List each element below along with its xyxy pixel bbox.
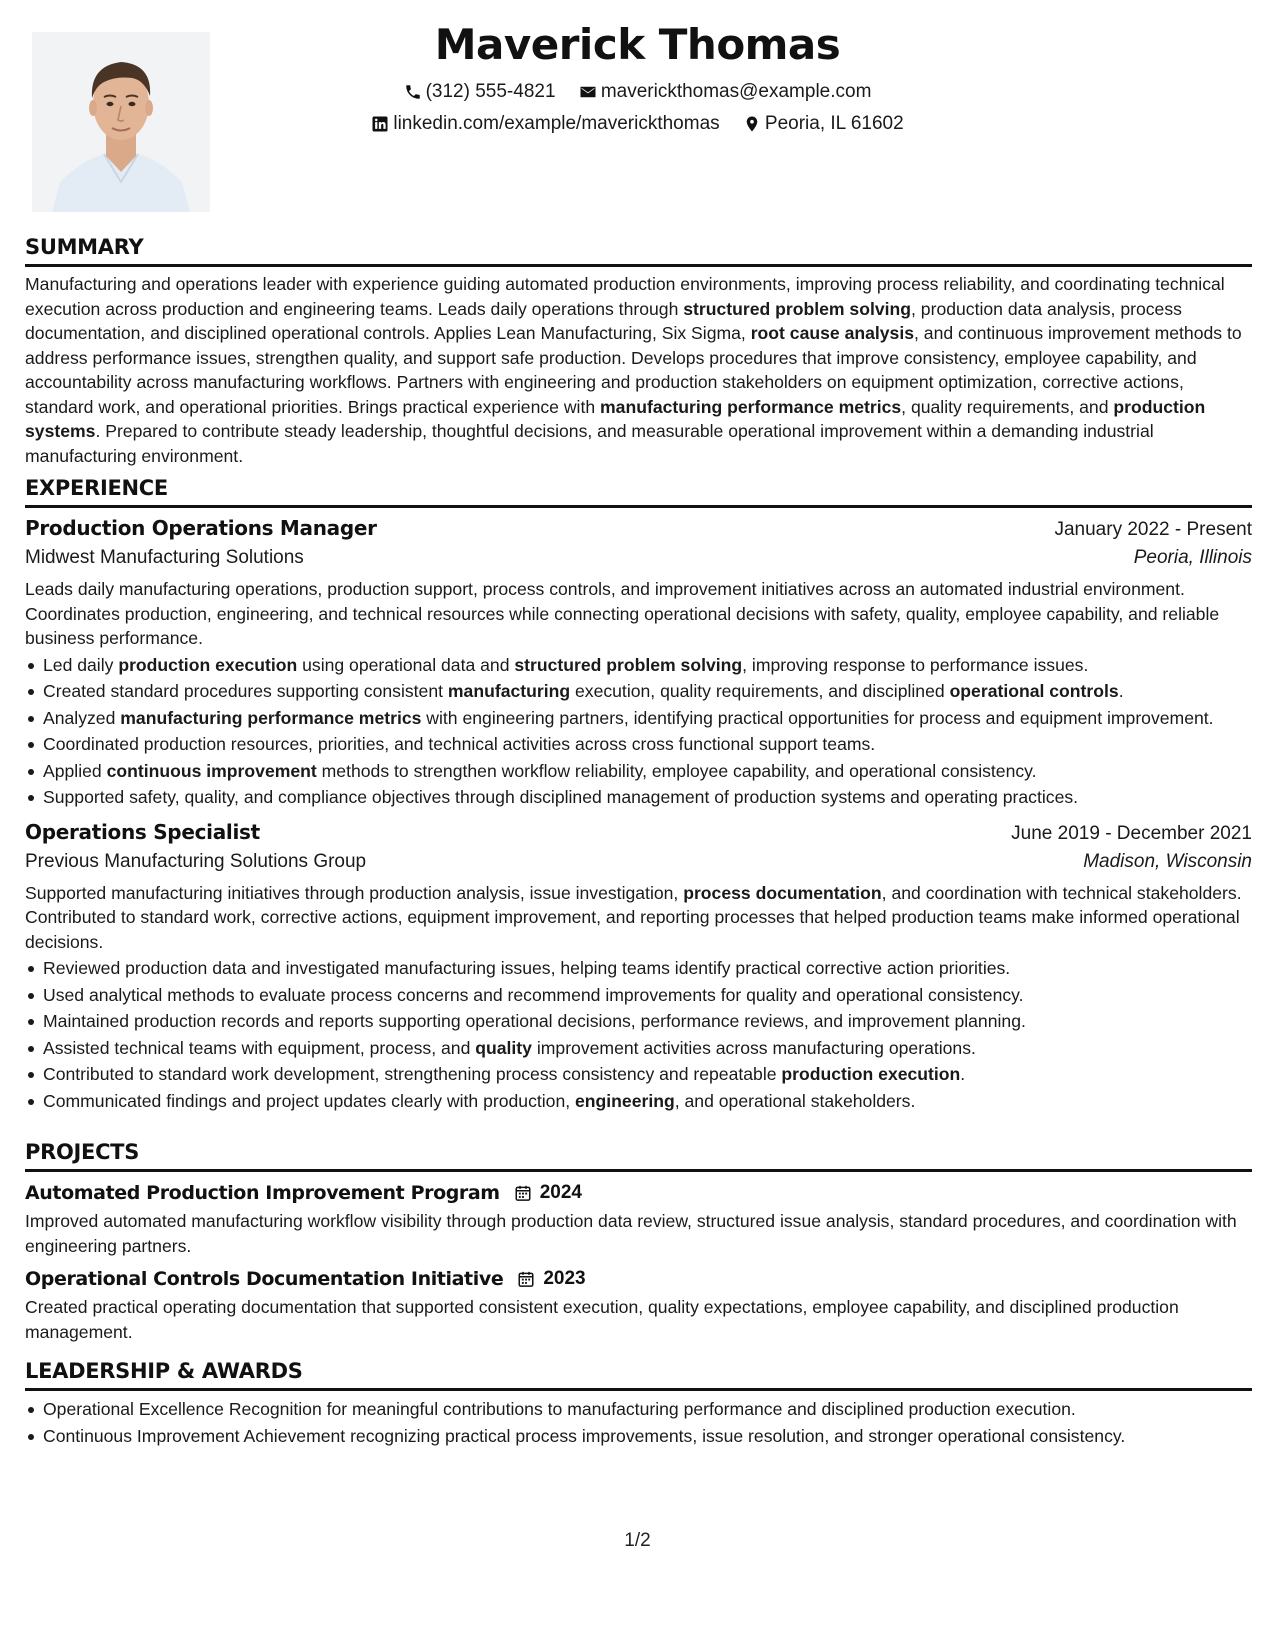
email-contact[interactable]: [579, 81, 872, 103]
company-name: Previous Manufacturing Solutions Group: [25, 850, 367, 872]
project-year: 2024: [539, 1182, 582, 1203]
bold-text: process documentation: [683, 882, 882, 903]
job-bullets: [25, 956, 1252, 1113]
text-run: with engineering partners, identifying practical opportunities for process and equipment improvement.: [421, 707, 1214, 728]
bullet-item: [25, 1062, 1252, 1087]
text-run: Created standard procedures supporting consistent: [43, 681, 448, 701]
text-run: , and continuous improvement methods to address performance issues, strengthen quality, and support safe production. Develops procedures that improve consistency, employee capability, and accountability across manufacturing workflows. Partners with engineering and production stakeholders on equipment optimization, corrective actions, standard work, and operational priorities. Brings practical experience with: [25, 323, 1242, 417]
section-title-experience: EXPERIENCE: [25, 476, 1252, 508]
bullet-item: [25, 1009, 1252, 1034]
text-run: Assisted technical teams with equipment, process, and: [43, 1037, 476, 1058]
job-entry: [25, 820, 1252, 1114]
bullet-item: [25, 679, 1252, 704]
text-run: Supported safety, quality, and compliance objectives through disciplined management of production systems and operating practices.: [43, 787, 1079, 807]
text-run: Manufacturing and operations leader with experience guiding automated production environments, improving process reliability, and coordinating technical execution across production and engineering teams. Leads daily operations through: [25, 274, 1225, 319]
phone-icon: [404, 83, 422, 101]
bold-text: manufacturing performance metrics: [120, 707, 422, 728]
text-run: Used analytical methods to evaluate process concerns and recommend improvements for quality and operational consistency.: [43, 984, 1024, 1005]
bullet-item: [25, 983, 1252, 1008]
text-run: , improving response to performance issues.: [742, 654, 1089, 675]
bullet-item: [25, 653, 1252, 678]
text-run: methods to strengthen workflow reliability, employee capability, and operational consistency.: [316, 760, 1037, 781]
bold-text: continuous improvement: [106, 760, 317, 781]
bold-text: root cause analysis: [750, 323, 915, 343]
project-entry: [25, 1268, 1252, 1344]
map-pin-icon: [743, 115, 761, 133]
projects-section: [25, 1140, 1252, 1344]
job-entry: [25, 516, 1252, 810]
bullet-item: [25, 1089, 1252, 1114]
bold-text: engineering: [575, 1090, 675, 1111]
summary-section: [25, 235, 1252, 468]
awards-list: [25, 1397, 1252, 1448]
email-text: maverickthomas@example.com: [600, 81, 872, 102]
bold-text: production execution: [118, 654, 298, 675]
text-run: , and coordination with technical stakeholders. Contributed to standard work, corrective actions, equipment improvement, and reporting processes that helped production teams make informed operational decisions.: [25, 882, 1242, 952]
project-title: Operational Controls Documentation Initiative: [25, 1268, 504, 1290]
bold-text: production execution: [781, 1064, 961, 1084]
phone-contact[interactable]: [404, 81, 556, 103]
text-run: Reviewed production data and investigated manufacturing issues, helping teams identify practical corrective action priorities.: [43, 958, 1011, 978]
page-number: 1/2: [624, 1530, 651, 1551]
text-run: .: [1118, 681, 1124, 701]
linkedin-contact[interactable]: [371, 113, 719, 135]
contact-row-secondary: [0, 113, 1275, 139]
text-run: . Prepared to contribute steady leadership, thoughtful decisions, and measurable operational improvement within a demanding industrial manufacturing environment.: [25, 421, 1154, 466]
job-dates: January 2022 - Present: [1054, 519, 1252, 540]
bold-text: structured problem solving: [683, 298, 912, 319]
company-name: Midwest Manufacturing Solutions: [25, 547, 304, 568]
job-dates: June 2019 - December 2021: [1011, 822, 1252, 844]
project-description: Improved automated manufacturing workflow visibility through production data review, structured issue analysis, standard procedures, and coordination with engineering partners.: [25, 1211, 1237, 1256]
job-title: Operations Specialist: [25, 819, 260, 844]
project-description: Created practical operating documentation that supported consistent execution, quality expectations, employee capability, and disciplined production management.: [25, 1297, 1179, 1342]
text-run: Leads daily manufacturing operations, production support, process controls, and improvement initiatives across an automated industrial environment. Coordinates production, engineering, and technical resources while connecting operational decisions with safety, quality, employee capability, and reliable business performance.: [25, 579, 1220, 648]
job-location: Madison, Wisconsin: [1083, 850, 1252, 872]
calendar-icon: [514, 1184, 532, 1202]
bold-text: operational controls: [949, 681, 1119, 701]
location-text: Peoria, IL 61602: [764, 113, 904, 134]
bold-text: structured problem solving: [514, 654, 743, 675]
calendar-icon: [517, 1270, 535, 1288]
phone-text: (312) 555-4821: [425, 81, 556, 102]
text-run: Maintained production records and reports supporting operational decisions, performance reviews, and improvement planning.: [43, 1011, 1026, 1031]
linkedin-icon: [371, 115, 389, 133]
bullet-item: [25, 785, 1252, 810]
text-run: Communicated findings and project updates clearly with production,: [43, 1090, 576, 1111]
text-run: Coordinated production resources, priorities, and technical activities across cross functional support teams.: [43, 734, 876, 754]
bold-text: production systems: [25, 396, 1206, 441]
bullet-item: [25, 706, 1252, 731]
text-run: Analyzed: [43, 707, 121, 728]
text-run: improvement activities across manufacturing operations.: [531, 1037, 976, 1058]
bullet-item: [25, 732, 1252, 757]
project-entry: [25, 1182, 1252, 1258]
text-run: Supported manufacturing initiatives through production analysis, issue investigation,: [25, 882, 684, 903]
text-run: using operational data and: [297, 654, 515, 675]
text-run: Contributed to standard work development, strengthening process consistency and repeatable: [43, 1064, 782, 1084]
section-title-summary: SUMMARY: [25, 235, 1252, 267]
project-year: 2023: [543, 1268, 586, 1289]
text-run: .: [960, 1064, 966, 1084]
candidate-name: Maverick Thomas: [434, 20, 841, 69]
location-contact: [743, 113, 904, 135]
envelope-icon: [579, 83, 597, 101]
job-bullets: [25, 653, 1252, 810]
bullet-item: [25, 759, 1252, 784]
project-title: Automated Production Improvement Program: [25, 1182, 500, 1204]
awards-section: [25, 1359, 1252, 1450]
bold-text: manufacturing: [447, 681, 571, 701]
text-run: Applied: [43, 760, 107, 781]
section-title-awards: LEADERSHIP & AWARDS: [25, 1359, 1252, 1391]
award-item: Continuous Improvement Achievement recognizing practical process improvements, issue resolution, and stronger operational consistency.: [25, 1424, 1252, 1449]
job-description: [25, 577, 1252, 651]
text-run: execution, quality requirements, and disciplined: [570, 681, 950, 701]
bold-text: quality: [475, 1037, 532, 1058]
summary-text: [25, 272, 1252, 468]
text-run: , and operational stakeholders.: [674, 1090, 916, 1111]
bold-text: manufacturing performance metrics: [600, 396, 902, 417]
bullet-item: [25, 956, 1252, 981]
job-title: Production Operations Manager: [25, 516, 377, 540]
job-description: [25, 881, 1252, 955]
text-run: , quality requirements, and: [901, 396, 1114, 417]
award-item: Operational Excellence Recognition for meaningful contributions to manufacturing performance and disciplined production execution.: [25, 1397, 1252, 1422]
bullet-item: [25, 1036, 1252, 1061]
job-location: Peoria, Illinois: [1133, 547, 1252, 568]
experience-section: [25, 476, 1252, 1115]
contact-row-primary: [0, 81, 1275, 107]
text-run: , production data analysis, process documentation, and disciplined operational controls. Applies Lean Manufacturing, Six Sigma,: [25, 298, 1182, 343]
linkedin-text: linkedin.com/example/maverickthomas: [393, 113, 720, 134]
section-title-projects: PROJECTS: [25, 1140, 1252, 1172]
text-run: Led daily: [43, 654, 119, 675]
